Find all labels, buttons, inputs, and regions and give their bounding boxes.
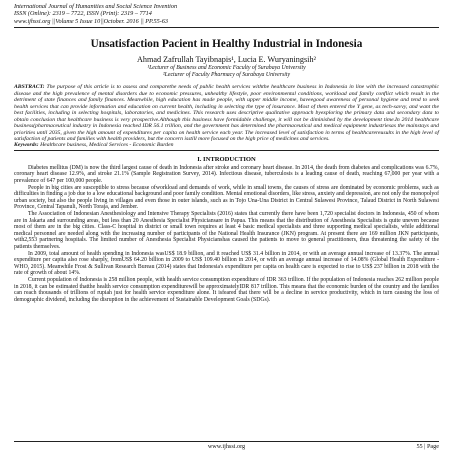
footer-divider (14, 441, 439, 442)
abstract-label: ABSTRACT: (14, 84, 45, 91)
paper-title: Unsatisfaction Pacient in Healthy Industrial in Indonesia (90, 38, 363, 51)
page-number: 55 | Page (416, 443, 439, 450)
keywords-text: Healthcare business, Medical Services - Economic Burden (40, 142, 174, 149)
section-heading: I. INTRODUCTION (197, 155, 256, 163)
journal-issn: ISSN (Online): 2319 – 7722, ISSN (Print): 2319 – 7714 (14, 10, 152, 18)
abstract (14, 84, 439, 142)
affiliation-2: ²Lecturer of Faculty Pharmacy of Surabaya University (162, 71, 291, 78)
affiliation-1: ¹Lecturer of Business and Economic Faculty of Surabaya University (147, 65, 306, 72)
section-body (14, 165, 439, 304)
paragraph: Current population of Indonesia is 258 million people, with health service consumption expenditure of IDR 363 trillion. If the population of Indonesia reaches 262 million people in 2018, it can be estimated thatthe health service consumption expenditurewill be approximatelyIDR 817 trillion. This means that the economic burden of the country and the families can reach thousands of trillions of rupiah just for health service expenditure alone. It isfeared that there will be a decline in service productivity, which in turn causing the loss of demographic dividend, including the disruption in the achievement of Sustainable Development Goals (SDGs). (14, 277, 439, 303)
journal-name: International Journal of Humanities and Social Science Invention (14, 3, 178, 10)
paragraph: Diabetes mellitus (DM) is now the third largest cause of death in Indonesia after stroke and coronary heart disease. In 2014, the death from diabetes and complications was 6.7%, coronary heart disease 12.9%, and stroke 21.1% (Sample Registration Survey, 2014). Infectious disease, tuberculosis is a leading cause of death, reaching 67,000 per year with a prevalence of 647 per 100,000 people. (14, 164, 439, 184)
paragraph: People in big cities are susceptible to stress because ofworkload and demands of work, while in small towns, the causes of stress are dominated by economic problems, such as difficulties in finding a job due to a low educational background and poor family condition. Mental emotional disorders, like stress, anxiety and depression, are not only the monopolyof urban society, but also the people living in villages and even those in outer islands, such as in Tojo Una-Una District in Central Sulawesi Province, Talaud District in North Sulawesi Province, Central Tapanuli, North Toraja, and Jember. (14, 184, 439, 211)
journal-header (14, 3, 439, 28)
keywords-label: Keywords: (14, 142, 39, 149)
journal-issue: www.ijhssi.org ||Volume 5 Issue 10||October. 2016 || PP.55-63 (14, 17, 168, 25)
abstract-divider (14, 150, 439, 151)
paragraph: The Association of Indonesian Anesthesiology and Intensive Therapy Specialists (2016) states that currently there have been 1,720 specialist doctors in Indonesia, 450 of whom are in Jakarta and surrounding areas, but less than 20 Anesthesia Specialist Physiciansare in Papua. This means that the distribution of Anesthesia Specialists is quite uneven because most of them are in the big cities. Class-C hospital in district or small town requires at least 4 basic medical specialists and three supporting medical specialists, while additional medical personnel are needed along with the increasing number of participants of the National Health Insurance (JKN) program. At present there are 169 million JKN participants, with2,553 partnering hospitals. The limited number of Anesthesia Specialist Physicianshas caused the patients to move to general practitioners, thus threatening the safety of the patients themselves. (14, 211, 439, 250)
footer-url[interactable]: www.ijhssi.org (207, 443, 246, 450)
paragraph: In 2009, total amount of health spending in Indonesia wasUS$ 18.9 billion, and it reached US$ 31.4 billion in 2014, or with an average annual increase of 13.37%. The annual expenditure per capita also rose sharply, fromUS$ 64.20 billion in 2009 to US$ 109.40 billion in 2014, or with an average annual increase of 14.08% (Global Health Expenditure - WHO, 2015). Meanwhile Frost & Sullivan Research Bureau (2014) states that Indonesia's expenditure per capita on health care is expected to rise to US$ 237 billion in 2018 with the rate of growth of about 14%. (14, 250, 439, 277)
keywords (14, 142, 439, 148)
author-list: Ahmad Zafrullah Tayibnapis¹, Lucia E. Wuryaningsih² (136, 55, 316, 65)
abstract-text: The purpose of this article is to assess and comparethe needs of public health services withthe healthcare business in Indonesia in line with the increased catastrophic disease and the high prevalence of mental disorders due to economic pressures, unhealthy lifestyle, poor environmental conditions, workload and family conflict which result in the detriment of state finances and family finances. Meanwhile, high education has made people, with upper middle income, haveegood awareness of personal hygiene and tend to seek health services that can provide information and education on current health, including in selecting the type of insurance. Most of them entered the Y gene, as tech-savvy, and want the best facilities, including in selecting hospitals, laboratories, and medicines. This research uses descriptive qualitative approach byexploring the primary data and secondary data to obtain conclusion that healthcare business is very prospective.Although this business have formidable challenge, it will not be diminished by the development time.In 2014 healthcare business(pharmaceutical industry in Indonesia reached IDR 56.1 trillion, and the government has determined the pharmaceutical and medical equipment industriesas the mainstays and priorities until 2035, given the high amount of expenditures per capita on health service each year. The increased level of satisfaction in terms of healthcarereusults in the high level of satisfaction of patients and families with health providers, but the concern isstill more focused on the high price of medicines and services. (14, 84, 439, 143)
header-divider (14, 27, 439, 28)
page-footer (14, 441, 439, 450)
